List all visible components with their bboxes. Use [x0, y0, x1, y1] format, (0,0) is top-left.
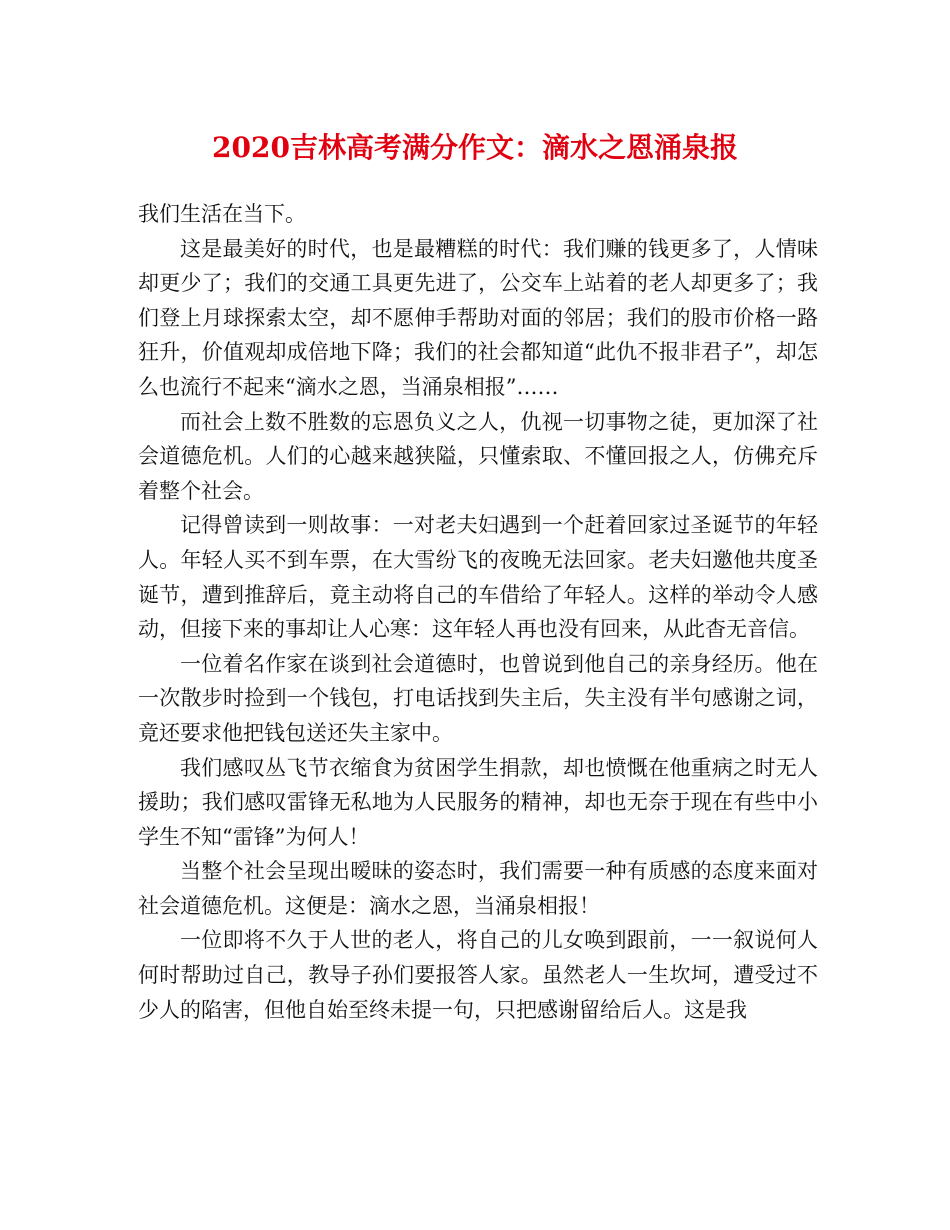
paragraph-4: 记得曾读到一则故事：一对老夫妇遇到一个赶着回家过圣诞节的年轻人。年轻人买不到车票，在大雪纷飞的夜晚无法回家。老夫妇邀他共度圣诞节，遭到推辞后，竟主动将自己的车借给了年轻人。这样的举动令人感动，但接下来的事却让人心寒：这年轻人再也没有回来，从此杳无音信。: [138, 513, 818, 642]
paragraph-7: 当整个社会呈现出暧昧的姿态时，我们需要一种有质感的态度来面对社会道德危机。这便是：滴水之恩，当涌泉相报！: [138, 859, 818, 918]
paragraph-8: 一位即将不久于人世的老人，将自己的儿女唤到跟前，一一叙说何人何时帮助过自己，教导子孙们要报答人家。虽然老人一生坎坷，遭受过不少人的陷害，但他自始至终未提一句，只把感谢留给后人。这是我: [138, 928, 818, 1022]
paragraph-1: 我们生活在当下。: [138, 202, 306, 226]
paragraph-3: 而社会上数不胜数的忘恩负义之人，仇视一切事物之徒，更加深了社会道德危机。人们的心越来越狭隘，只懂索取、不懂回报之人，仿佛充斥着整个社会。: [138, 409, 818, 503]
document-title: 2020吉林高考满分作文：滴水之恩涌泉报: [212, 131, 738, 164]
paragraph-2: 这是最美好的时代，也是最糟糕的时代：我们赚的钱更多了，人情味却更少了；我们的交通工具更先进了，公交车上站着的老人却更多了；我们登上月球探索太空，却不愿伸手帮助对面的邻居；我们的股市价格一路狂升，价值观却成倍地下降；我们的社会都知道“此仇不报非君子”，却怎么也流行不起来“滴水之恩，当涌泉相报”……: [138, 236, 818, 399]
paragraph-6: 我们感叹丛飞节衣缩食为贫困学生捐款，却也愤慨在他重病之时无人援助；我们感叹雷锋无私地为人民服务的精神，却也无奈于现在有些中小学生不知“雷锋”为何人！: [138, 755, 818, 849]
essay-body: [138, 197, 818, 1027]
paragraph-5: 一位着名作家在谈到社会道德时，也曾说到他自己的亲身经历。他在一次散步时捡到一个钱包，打电话找到失主后，失主没有半句感谢之词，竟还要求他把钱包送还失主家中。: [138, 651, 818, 745]
